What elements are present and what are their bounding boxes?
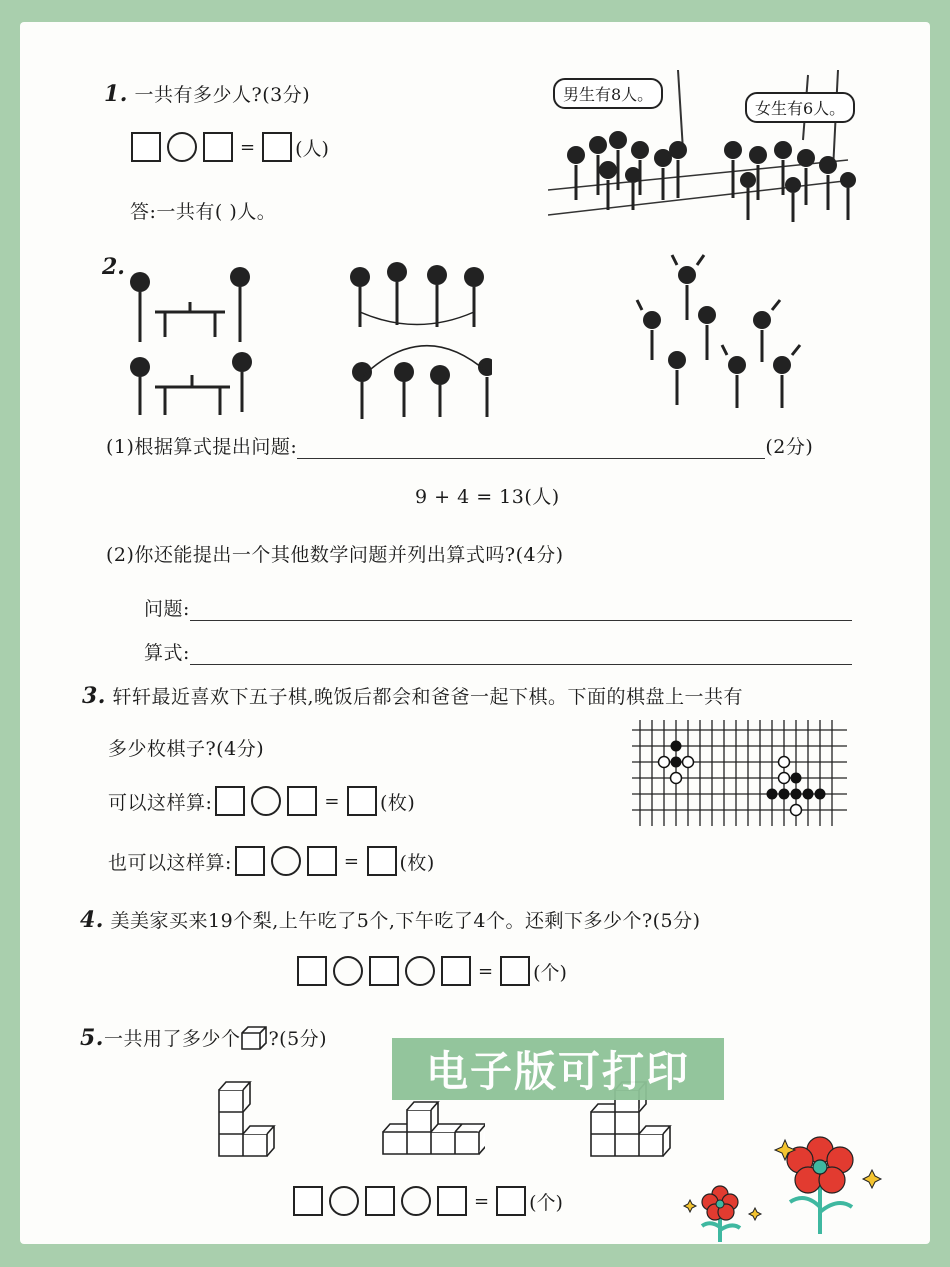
- answer-box[interactable]: [441, 956, 471, 986]
- answer-box[interactable]: [365, 1186, 395, 1216]
- answer-box[interactable]: [203, 132, 233, 162]
- answer-box[interactable]: [297, 956, 327, 986]
- operator-circle[interactable]: [401, 1186, 431, 1216]
- operator-circle[interactable]: [167, 132, 197, 162]
- jump-rope-drawing: [342, 247, 492, 422]
- operator-circle[interactable]: [329, 1186, 359, 1216]
- q3-line1: [82, 682, 743, 709]
- q2-given-formula: 9 + 4 = 13(人): [415, 486, 560, 508]
- q3-calc2: [108, 846, 435, 876]
- question-label: 问题:: [144, 598, 190, 620]
- ping-pong-illustration: [120, 247, 270, 417]
- q4-text: 美美家买来19个梨,上午吃了5个,下午吃了4个。还剩下多少个?(5分): [110, 910, 701, 932]
- q1-title: 一共有多少人?(3分): [134, 84, 311, 106]
- unit-label: (枚): [399, 851, 435, 874]
- answer-box[interactable]: [215, 786, 245, 816]
- speech-bubble-girls: 女生有6人。: [745, 92, 855, 123]
- q5-text-before: 一共用了多少个: [103, 1028, 241, 1050]
- operator-circle[interactable]: [405, 956, 435, 986]
- calc1-label: 可以这样算:: [108, 791, 213, 814]
- q1-heading: [104, 80, 310, 107]
- answer-box[interactable]: [293, 1186, 323, 1216]
- formula-label: 算式:: [144, 642, 190, 664]
- q5-number: 5.: [80, 1024, 104, 1051]
- q5-text-after: ?(5分): [268, 1028, 328, 1050]
- gomoku-board: [632, 720, 847, 828]
- q2-part1: [106, 432, 813, 459]
- answer-box[interactable]: [496, 1186, 526, 1216]
- unit-label: (个): [533, 961, 567, 984]
- question-answer-line[interactable]: [190, 619, 852, 621]
- q5-heading: [80, 1024, 327, 1051]
- q2-number: 2.: [102, 254, 125, 280]
- calc2-label: 也可以这样算:: [108, 851, 232, 874]
- flower-decoration: [680, 1122, 900, 1246]
- q4-number: 4.: [80, 907, 104, 933]
- answer-box[interactable]: [262, 132, 292, 162]
- q2-question-row: [144, 594, 852, 621]
- q1-answer-line: 答:一共有( )人。: [130, 201, 277, 223]
- q4-heading: [80, 906, 701, 933]
- operator-circle[interactable]: [251, 786, 281, 816]
- worksheet-page: [20, 22, 930, 1244]
- equals-sign: =: [478, 960, 494, 982]
- q2-part2-label: (2)你还能提出一个其他数学问题并列出算式吗?(4分): [106, 544, 564, 566]
- q3-calc1: [108, 786, 415, 816]
- answer-box[interactable]: [437, 1186, 467, 1216]
- answer-box[interactable]: [369, 956, 399, 986]
- speech-bubble-boys: 男生有8人。: [553, 78, 663, 109]
- answer-box[interactable]: [500, 956, 530, 986]
- formula-answer-line[interactable]: [190, 663, 852, 665]
- q1-number: 1.: [104, 81, 128, 107]
- answer-box[interactable]: [131, 132, 161, 162]
- jump-rope-illustration: [342, 247, 492, 422]
- q2-part1-label: (1)根据算式提出问题:: [106, 436, 298, 458]
- gomoku-board-drawing: [632, 720, 847, 828]
- answer-box[interactable]: [367, 846, 397, 876]
- watermark-banner: 电子版可打印: [392, 1038, 724, 1100]
- answer-box[interactable]: [287, 786, 317, 816]
- cube-figure-1: [216, 1076, 276, 1162]
- operator-circle[interactable]: [271, 846, 301, 876]
- operator-circle[interactable]: [333, 956, 363, 986]
- q2-formula-row: [144, 638, 852, 665]
- q3-number: 3.: [82, 683, 106, 709]
- unit-label: (人): [295, 137, 329, 160]
- cube-icon: [240, 1025, 268, 1051]
- cube-figure-2: [380, 1100, 485, 1162]
- unit-label: (个): [529, 1191, 563, 1214]
- q2-part1-answer-line[interactable]: [297, 457, 765, 459]
- equals-sign: =: [324, 790, 340, 812]
- q2-part1-score: (2分): [765, 436, 814, 458]
- cheering-kids-drawing: [632, 250, 807, 415]
- cube-stack-drawing: [216, 1076, 276, 1158]
- answer-box[interactable]: [347, 786, 377, 816]
- cheering-kids-illustration: [632, 250, 807, 415]
- answer-box[interactable]: [235, 846, 265, 876]
- q1-formula: [128, 132, 329, 162]
- q4-formula: [294, 956, 567, 986]
- q3-text-line2: 多少枚棋子?(4分): [108, 738, 265, 760]
- equals-sign: =: [343, 850, 360, 872]
- q3-text-line1: 轩轩最近喜欢下五子棋,晚饭后都会和爸爸一起下棋。下面的棋盘上一共有: [112, 686, 744, 708]
- ping-pong-drawing: [120, 247, 270, 417]
- flower-icon: [680, 1122, 900, 1242]
- answer-box[interactable]: [307, 846, 337, 876]
- unit-label: (枚): [380, 791, 416, 814]
- q5-formula: [290, 1186, 563, 1216]
- equals-sign: =: [240, 136, 256, 158]
- equals-sign: =: [474, 1190, 490, 1212]
- cube-stack-drawing: [380, 1100, 485, 1158]
